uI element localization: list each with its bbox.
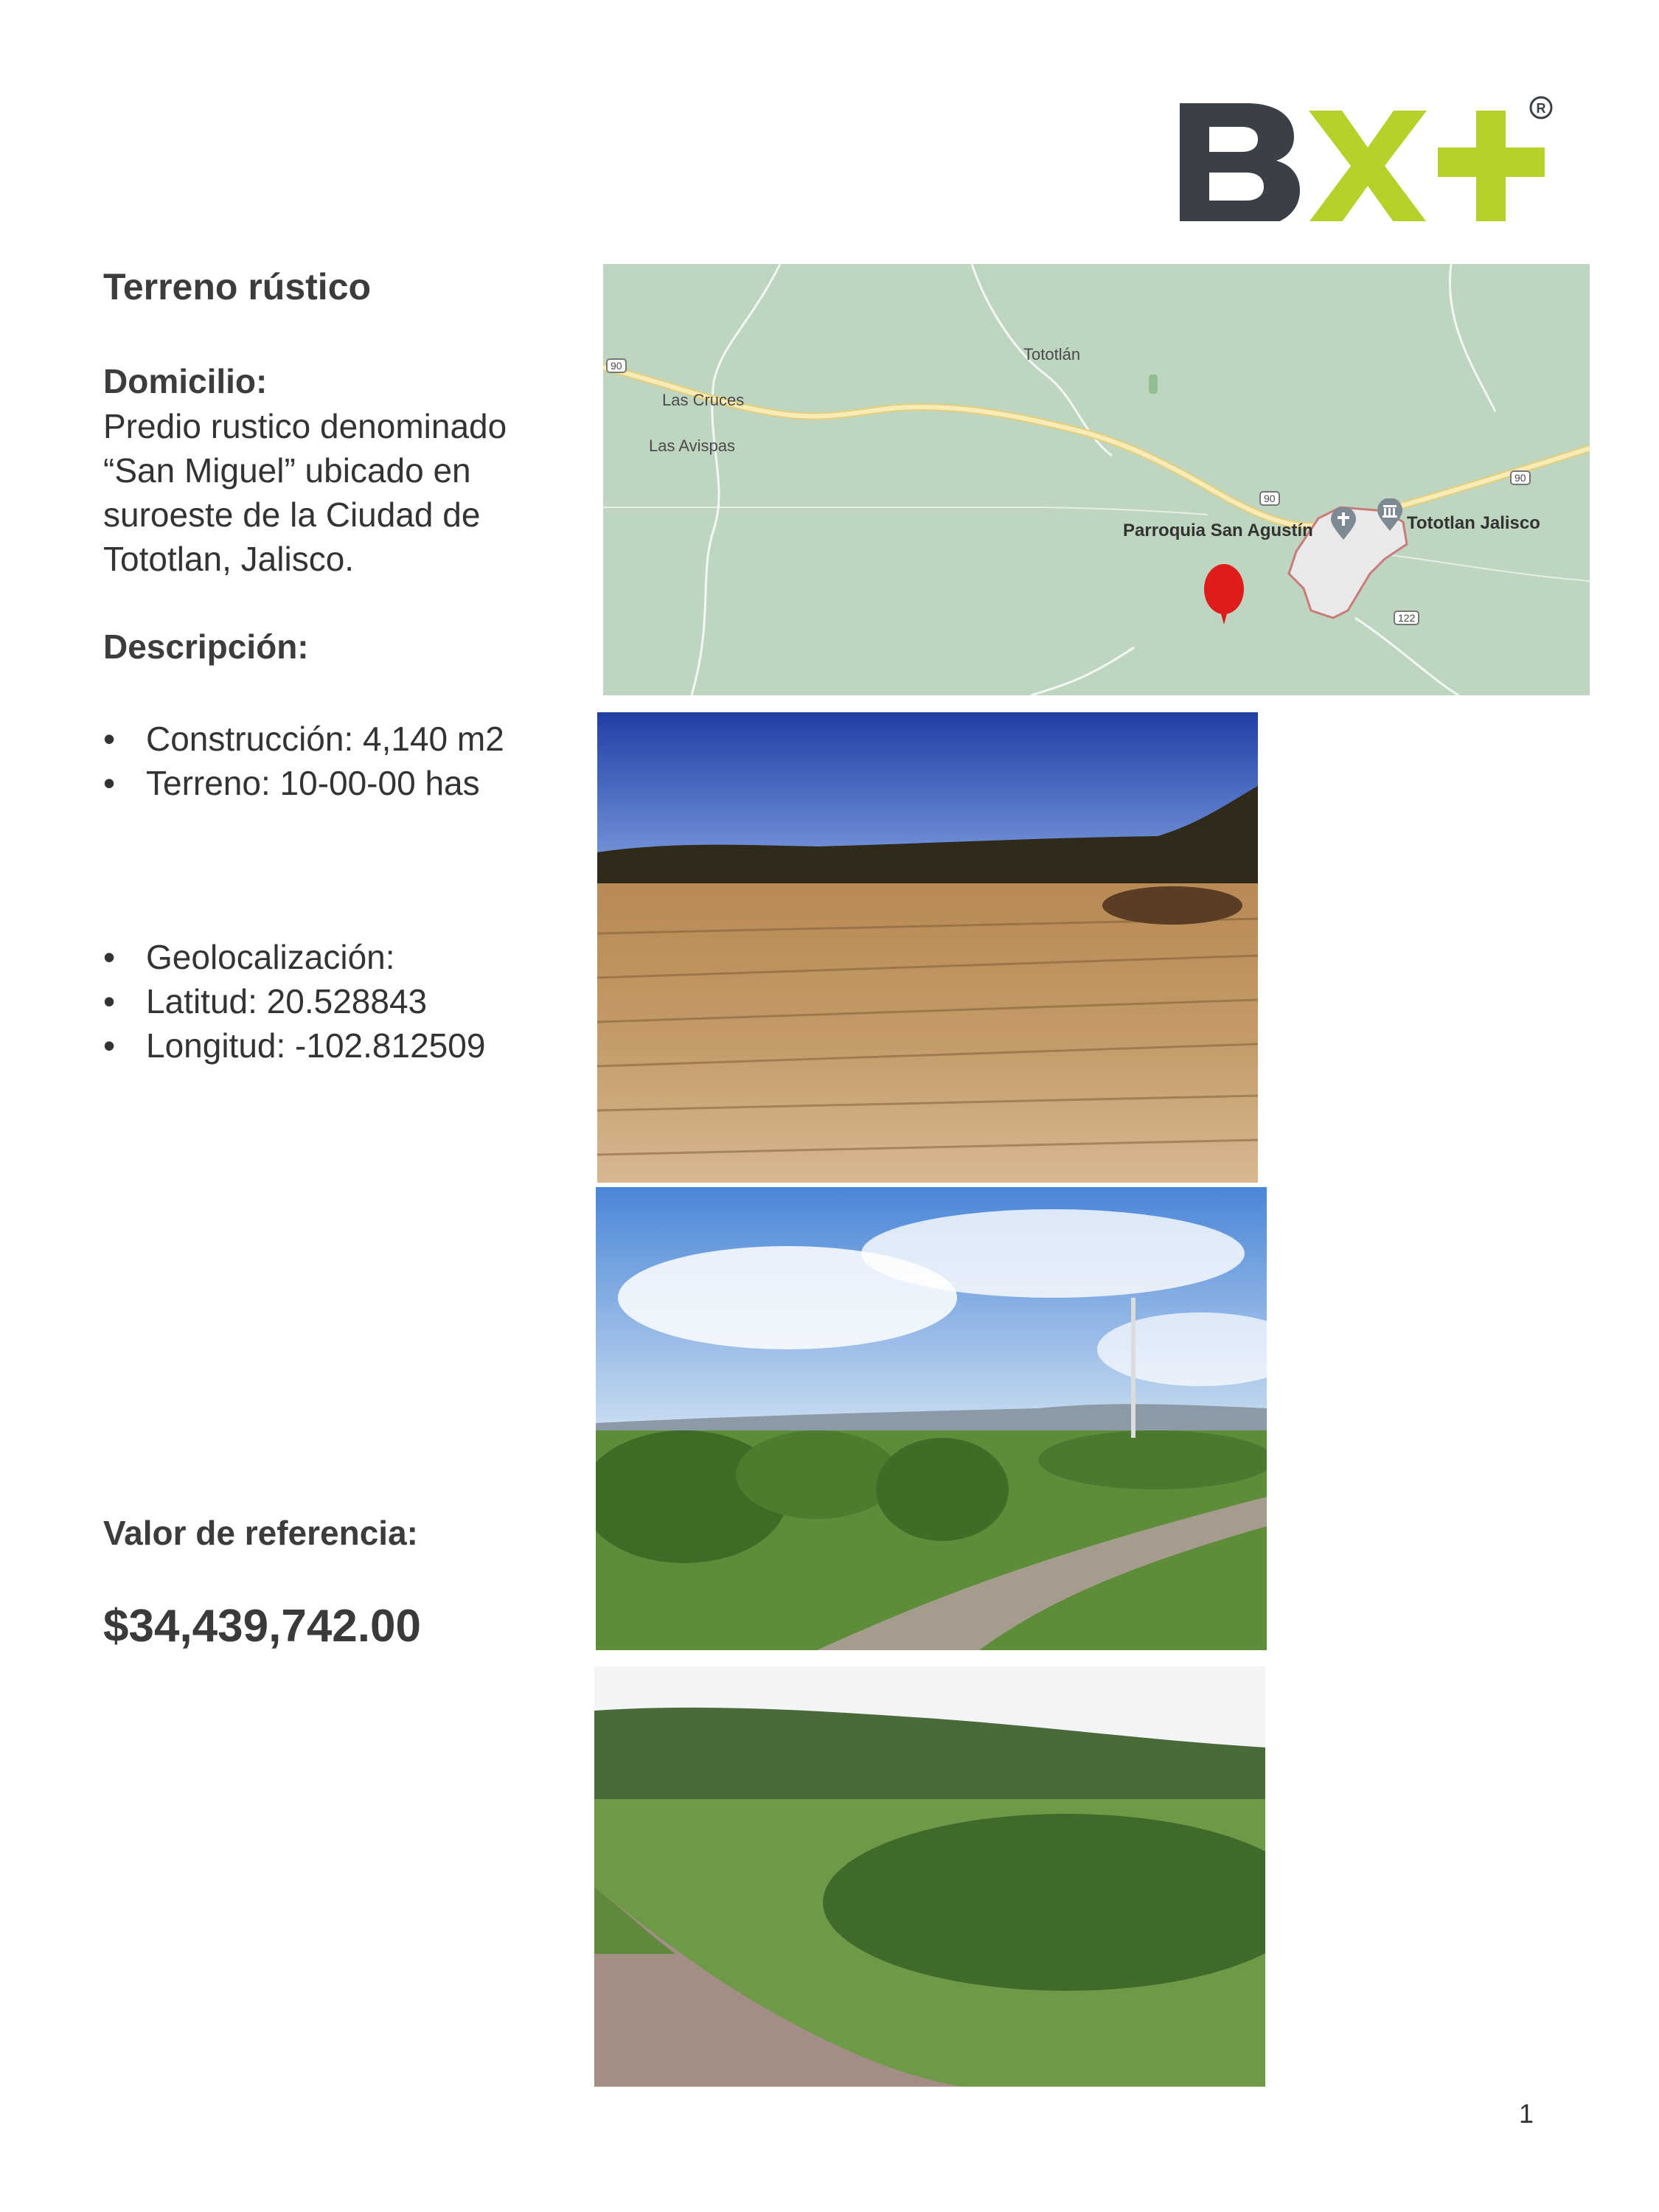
address-line: suroeste de la Ciudad de [103, 495, 481, 534]
address-label: Domicilio: [103, 362, 268, 400]
address-line: Predio rustico denominado [103, 407, 507, 445]
map-label-parroquia: Parroquia San Agustín [1123, 521, 1313, 540]
bx-plus-logo [1172, 88, 1556, 221]
highway-shield: 122 [1394, 611, 1419, 625]
logo-letter-x [1305, 111, 1430, 221]
page-number: 1 [1519, 2098, 1534, 2129]
highway-shield: 90 [1259, 491, 1280, 506]
field-photo [597, 712, 1258, 1183]
map-label-tototlan-jalisco: Tototlan Jalisco [1407, 513, 1540, 533]
map-label-las-cruces: Las Cruces [662, 391, 745, 409]
map-label-las-avispas: Las Avispas [649, 437, 736, 455]
location-map[interactable] [603, 264, 1590, 695]
list-item: • Longitud: -102.812509 [103, 1023, 485, 1068]
museum-pin-icon[interactable] [1376, 498, 1404, 532]
highway-shield: 90 [1510, 470, 1531, 485]
list-item: • Construcción: 4,140 m2 [103, 717, 504, 761]
map-canvas [603, 264, 1590, 695]
location-marker-icon[interactable] [1203, 563, 1245, 629]
address-text [103, 404, 575, 581]
field-photo [594, 1666, 1265, 2087]
reference-value-amount: $34,439,742.00 [103, 1601, 421, 1652]
page-title: Terreno rústico [103, 266, 372, 307]
list-item: • Latitud: 20.528843 [103, 979, 485, 1023]
highway-shield: 90 [606, 358, 627, 373]
list-item: • Terreno: 10-00-00 has [103, 761, 504, 805]
list-item: • Geolocalización: [103, 935, 485, 979]
address-line: “San Miguel” ubicado en [103, 451, 471, 490]
description-list [103, 717, 504, 805]
logo-letter-b [1180, 103, 1300, 221]
church-pin-icon[interactable] [1329, 507, 1357, 541]
field-photo [596, 1187, 1267, 1650]
logo-plus [1438, 111, 1545, 221]
svg-text:R: R [1536, 101, 1546, 116]
description-label: Descripción: [103, 627, 309, 666]
geolocation-list [103, 935, 485, 1068]
reference-value-label: Valor de referencia: [103, 1514, 418, 1552]
address-line: Tototlan, Jalisco. [103, 540, 355, 578]
map-label-tototlan: Tototlán [1023, 345, 1081, 364]
